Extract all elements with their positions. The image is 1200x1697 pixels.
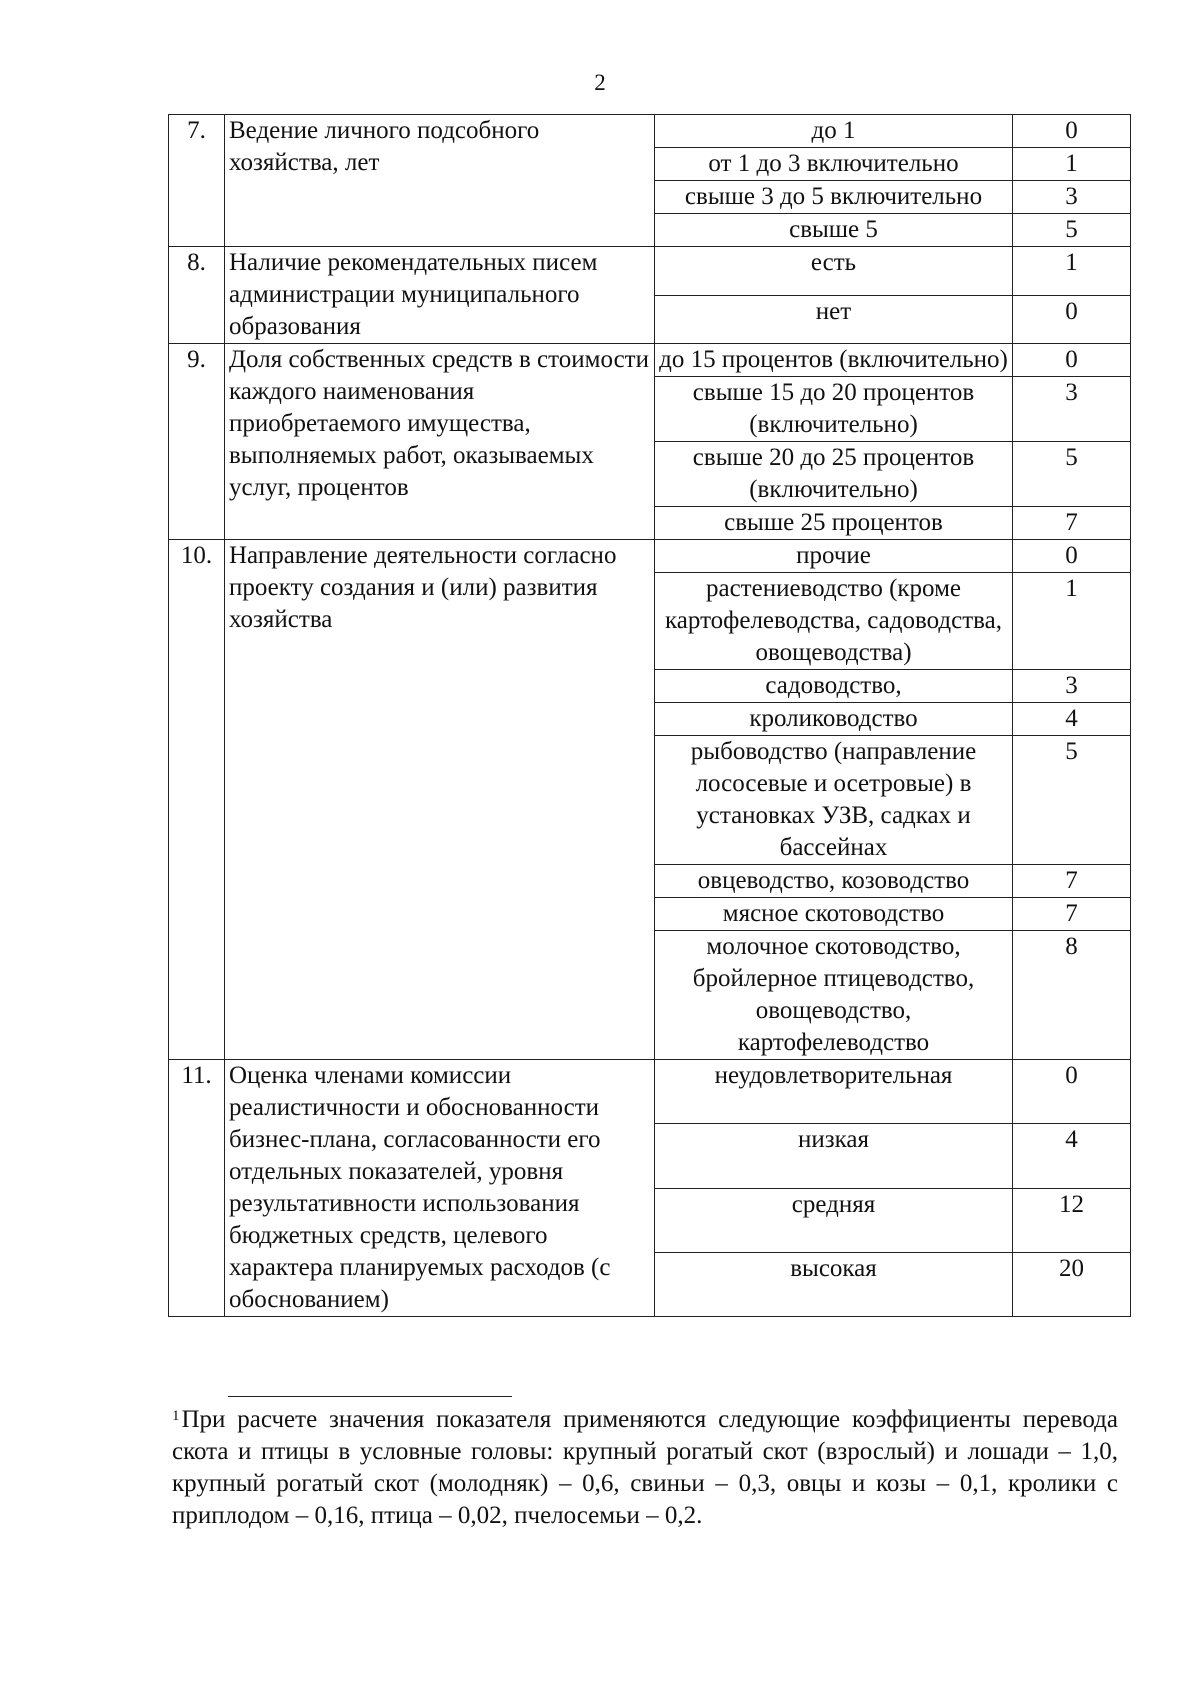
option-score: 0 — [1013, 344, 1131, 377]
option-label: молочное скотоводство, бройлерное птицеводство, овощеводство, картофелеводство — [655, 931, 1013, 1060]
criterion-text: Доля собственных средств в стоимости каждого наименования приобретаемого имущества, выполняемых работ, оказываемых услуг, процентов — [225, 344, 655, 540]
option-score: 5 — [1013, 214, 1131, 247]
option-score: 12 — [1013, 1188, 1131, 1252]
option-label: свыше 20 до 25 процентов (включительно) — [655, 442, 1013, 507]
option-label: неудовлетворительная — [655, 1060, 1013, 1124]
option-score: 5 — [1013, 442, 1131, 507]
option-label: низкая — [655, 1124, 1013, 1188]
table-row — [169, 540, 1131, 573]
row-number: 11. — [169, 1060, 225, 1317]
option-score: 20 — [1013, 1252, 1131, 1316]
option-label: свыше 15 до 20 процентов (включительно) — [655, 377, 1013, 442]
option-score: 3 — [1013, 670, 1131, 703]
option-label: есть — [655, 247, 1013, 296]
option-label: свыше 5 — [655, 214, 1013, 247]
option-score: 4 — [1013, 1124, 1131, 1188]
table-row — [169, 115, 1131, 148]
option-label: мясное скотоводство — [655, 898, 1013, 931]
table-row — [169, 247, 1131, 296]
criterion-text: Ведение личного подсобного хозяйства, лет — [225, 115, 655, 247]
criterion-text: Оценка членами комиссии реалистичности и обоснованности бизнес-плана, согласованности его отдельных показателей, уровня результативности использования бюджетных средств, целевого характера планируемых расходов (с обоснованием) — [225, 1060, 655, 1317]
option-label: от 1 до 3 включительно — [655, 148, 1013, 181]
option-score: 1 — [1013, 148, 1131, 181]
criterion-text: Наличие рекомендательных писем администрации муниципального образования — [225, 247, 655, 344]
option-label: до 15 процентов (включительно) — [655, 344, 1013, 377]
option-score: 1 — [1013, 247, 1131, 296]
option-label: садоводство, — [655, 670, 1013, 703]
option-score: 0 — [1013, 295, 1131, 344]
option-score: 8 — [1013, 931, 1131, 1060]
row-number: 7. — [169, 115, 225, 247]
option-label: высокая — [655, 1252, 1013, 1316]
option-score: 4 — [1013, 703, 1131, 736]
option-label: растениеводство (кроме картофелеводства, садоводства, овощеводства) — [655, 573, 1013, 670]
option-label: средняя — [655, 1188, 1013, 1252]
option-label: прочие — [655, 540, 1013, 573]
option-score: 1 — [1013, 573, 1131, 670]
option-score: 3 — [1013, 377, 1131, 442]
option-score: 5 — [1013, 736, 1131, 865]
option-score: 0 — [1013, 1060, 1131, 1124]
footnote — [172, 1404, 1118, 1532]
option-score: 7 — [1013, 865, 1131, 898]
footnote-marker: 1 — [172, 1408, 180, 1424]
option-label: свыше 25 процентов — [655, 507, 1013, 540]
option-label: рыбоводство (направление лососевые и осетровые) в установках УЗВ, садках и бассейнах — [655, 736, 1013, 865]
option-label: овцеводство, козоводство — [655, 865, 1013, 898]
option-label: нет — [655, 295, 1013, 344]
option-score: 0 — [1013, 115, 1131, 148]
criterion-text: Направление деятельности согласно проекту создания и (или) развития хозяйства — [225, 540, 655, 1060]
option-label: свыше 3 до 5 включительно — [655, 181, 1013, 214]
table-row — [169, 344, 1131, 377]
row-number: 8. — [169, 247, 225, 344]
row-number: 10. — [169, 540, 225, 1060]
footnote-text: При расчете значения показателя применяются следующие коэффициенты перевода скота и птицы в условные головы: крупный рогатый скот (взрослый) и лошади – 1,0, крупный рогатый скот (молодняк) – 0,6, свиньи – 0,3, овцы и козы – 0,1, кролики с приплодом – 0,16, птица – 0,02, пчелосемьи – 0,2. — [172, 1406, 1118, 1529]
page-number: 2 — [594, 70, 606, 95]
option-score: 0 — [1013, 540, 1131, 573]
option-label: до 1 — [655, 115, 1013, 148]
option-score: 7 — [1013, 507, 1131, 540]
criteria-table — [168, 114, 1131, 1317]
option-label: кролиководство — [655, 703, 1013, 736]
table-row — [169, 1060, 1131, 1124]
option-score: 7 — [1013, 898, 1131, 931]
row-number: 9. — [169, 344, 225, 540]
option-score: 3 — [1013, 181, 1131, 214]
footnote-rule — [228, 1396, 512, 1397]
